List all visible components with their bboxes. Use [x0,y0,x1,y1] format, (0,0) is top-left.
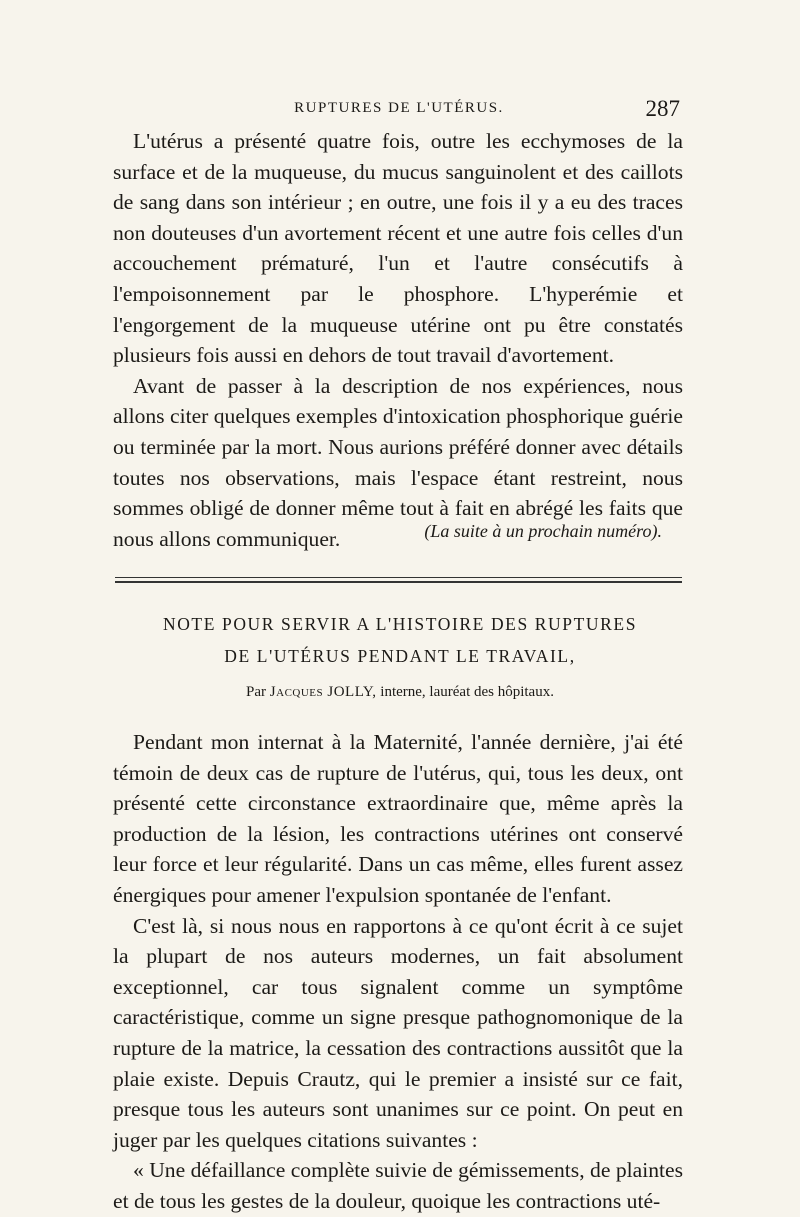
running-head [118,96,680,126]
paragraph: Pendant mon internat à la Maternité, l'année dernière, j'ai été témoin de deux cas de rupture de l'utérus, qui, tous les deux, ont présenté cette circonstance extraordinaire que, même après la production de la lésion, les contractions utérines ont conservé leur force et leur régularité. Dans un cas même, elles furent assez énergiques pour amener l'expulsion spontanée de l'enfant. [113,730,683,907]
byline-credentials: interne, lauréat des hôpitaux. [380,684,554,700]
paragraph: Avant de passer à la description de nos expériences, nous allons citer quelques exemples d'intoxication phosphorique guérie ou terminée par la mort. Nous aurions préféré donner avec détails toutes nos observations, mais l'espace étant restreint, nous sommes obligé de donner même tout à fait en abrégé les faits que nous allons communiquer. [113,373,683,551]
byline-prefix: Par [246,684,267,700]
article-title-line-2: DE L'UTÉRUS PENDANT LE TRAVAIL, [224,646,576,666]
article-body [113,727,683,1217]
byline-author: Jacques JOLLY, [269,684,377,700]
continuation-note: (La suite à un prochain numéro). [424,521,662,541]
paragraph: C'est là, si nous nous en rapportons à ce qu'ont écrit à ce sujet la plupart de nos auteurs modernes, un fait absolument exceptionnel, car tous signalent comme un symptôme caractéristique, comme un signe presque pathognomonique de la rupture de la matrice, la cessation des contractions aussitôt que la plaie existe. Depuis Crautz, qui le premier a insisté sur ce fait, presque tous les auteurs sont unanimes sur ce point. On peut en juger par les quelques citations suivantes : [113,913,683,1152]
page-number: 287 [645,96,680,121]
article-title-line-1: NOTE POUR SERVIR A L'HISTOIRE DES RUPTURES [162,614,638,634]
section-divider-thin [115,577,682,578]
paragraph: « Une défaillance complète suivie de gémissements, de plaintes et de tous les gestes de la douleur, quoique les contractions uté- [113,1158,683,1213]
byline [113,684,687,701]
section-divider-thick [115,581,682,583]
continued-text-block [113,126,683,554]
running-title: RUPTURES DE L'UTÉRUS. [294,100,504,116]
paragraph: L'utérus a présenté quatre fois, outre les ecchymoses de la surface et de la muqueuse, du mucus sanguinolent et des caillots de sang dans son intérieur ; en outre, une fois il y a eu des traces non douteuses d'un avortement récent et une autre fois celles d'un accouchement prématuré, l'un et l'autre consécutifs à l'empoisonnement par le phosphore. L'hyperémie et l'engorgement de la muqueuse utérine ont pu être constatés plusieurs fois aussi en dehors de tout travail d'avortement. [113,129,683,368]
